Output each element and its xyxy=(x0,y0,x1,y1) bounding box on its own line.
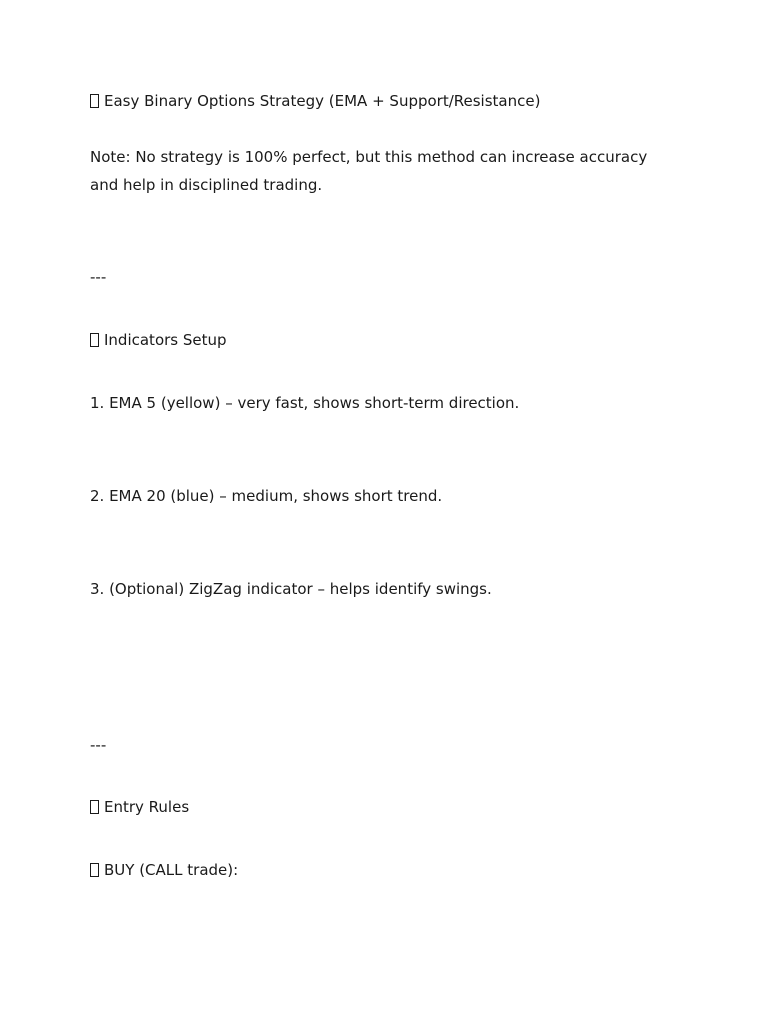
indicator-item-3: 3. (Optional) ZigZag indicator – helps identify swings. xyxy=(90,580,492,598)
missing-glyph-icon xyxy=(90,333,99,347)
doc-note: Note: No strategy is 100% perfect, but this method can increase accuracy and help in disciplined trading. xyxy=(90,148,652,194)
buy-heading-text: BUY (CALL trade): xyxy=(104,861,239,879)
divider-2: --- xyxy=(90,736,107,754)
section-heading-entry xyxy=(90,793,670,821)
doc-title-text: Easy Binary Options Strategy (EMA + Support/Resistance) xyxy=(104,92,541,110)
divider-1: --- xyxy=(90,268,107,286)
indicator-item-2: 2. EMA 20 (blue) – medium, shows short trend. xyxy=(90,487,443,505)
doc-title xyxy=(90,87,670,115)
missing-glyph-icon xyxy=(90,94,99,108)
buy-heading xyxy=(90,856,670,884)
missing-glyph-icon xyxy=(90,863,99,877)
missing-glyph-icon xyxy=(90,800,99,814)
section-heading-indicators xyxy=(90,326,670,354)
indicator-item-1: 1. EMA 5 (yellow) – very fast, shows short-term direction. xyxy=(90,394,520,412)
section-heading-indicators-text: Indicators Setup xyxy=(104,331,227,349)
section-heading-entry-text: Entry Rules xyxy=(104,798,190,816)
